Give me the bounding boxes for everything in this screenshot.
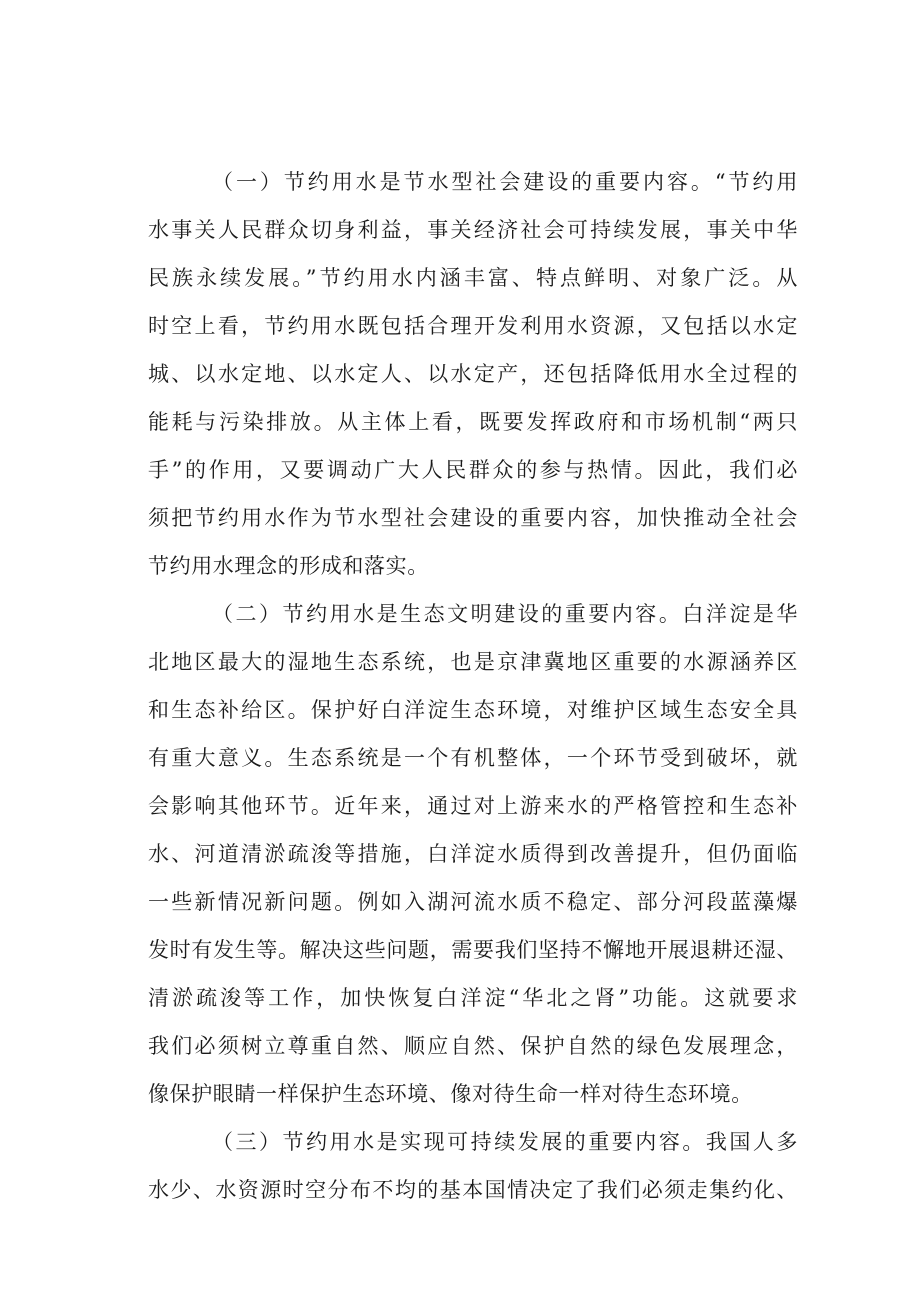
paragraph-line: 像保护眼睛一样保护生态环境、像对待生命一样对待生态环境。 [148,1082,753,1106]
paragraph-line: 水少、水资源时空分布不均的基本国情决定了我们必须走集约化、 [148,1178,798,1202]
paragraph-line: 北地区最大的湿地生态系统，也是京津冀地区重要的水源涵养区 [148,650,798,674]
paragraph-line: 水事关人民群众切身利益，事关经济社会可持续发展，事关中华 [148,218,798,242]
paragraph-line: （三）节约用水是实现可持续发展的重要内容。我国人多 [212,1130,798,1154]
paragraph-line: 能耗与污染排放。从主体上看，既要发挥政府和市场机制“两只 [148,410,798,434]
document-body [148,158,798,1214]
paragraph-1 [148,158,798,590]
paragraph-line: 一些新情况新问题。例如入湖河流水质不稳定、部分河段蓝藻爆 [148,890,798,914]
paragraph-line: 有重大意义。生态系统是一个有机整体，一个环节受到破坏，就 [148,746,798,770]
paragraph-line: 手”的作用，又要调动广大人民群众的参与热情。因此，我们必 [148,458,798,482]
paragraph-line: 清淤疏浚等工作，加快恢复白洋淀“华北之肾”功能。这就要求 [148,986,798,1010]
paragraph-line: 和生态补给区。保护好白洋淀生态环境，对维护区域生态安全具 [148,698,798,722]
paragraph-line: 时空上看，节约用水既包括合理开发利用水资源，又包括以水定 [148,314,798,338]
paragraph-2 [148,590,798,1118]
paragraph-line: 须把节约用水作为节水型社会建设的重要内容，加快推动全社会 [148,506,798,530]
paragraph-line: （二）节约用水是生态文明建设的重要内容。白洋淀是华 [212,602,798,626]
paragraph-line: 我们必须树立尊重自然、顺应自然、保护自然的绿色发展理念， [148,1034,798,1058]
paragraph-3 [148,1118,798,1214]
paragraph-line: 会影响其他环节。近年来，通过对上游来水的严格管控和生态补 [148,794,798,818]
paragraph-line: 水、河道清淤疏浚等措施，白洋淀水质得到改善提升，但仍面临 [148,842,798,866]
paragraph-line: 城、以水定地、以水定人、以水定产，还包括降低用水全过程的 [148,362,798,386]
paragraph-line: 民族永续发展。”节约用水内涵丰富、特点鲜明、对象广泛。从 [148,266,798,290]
paragraph-line: （一）节约用水是节水型社会建设的重要内容。“节约用 [212,170,798,194]
paragraph-line: 发时有发生等。解决这些问题，需要我们坚持不懈地开展退耕还湿、 [148,938,798,962]
paragraph-line: 节约用水理念的形成和落实。 [148,554,429,578]
